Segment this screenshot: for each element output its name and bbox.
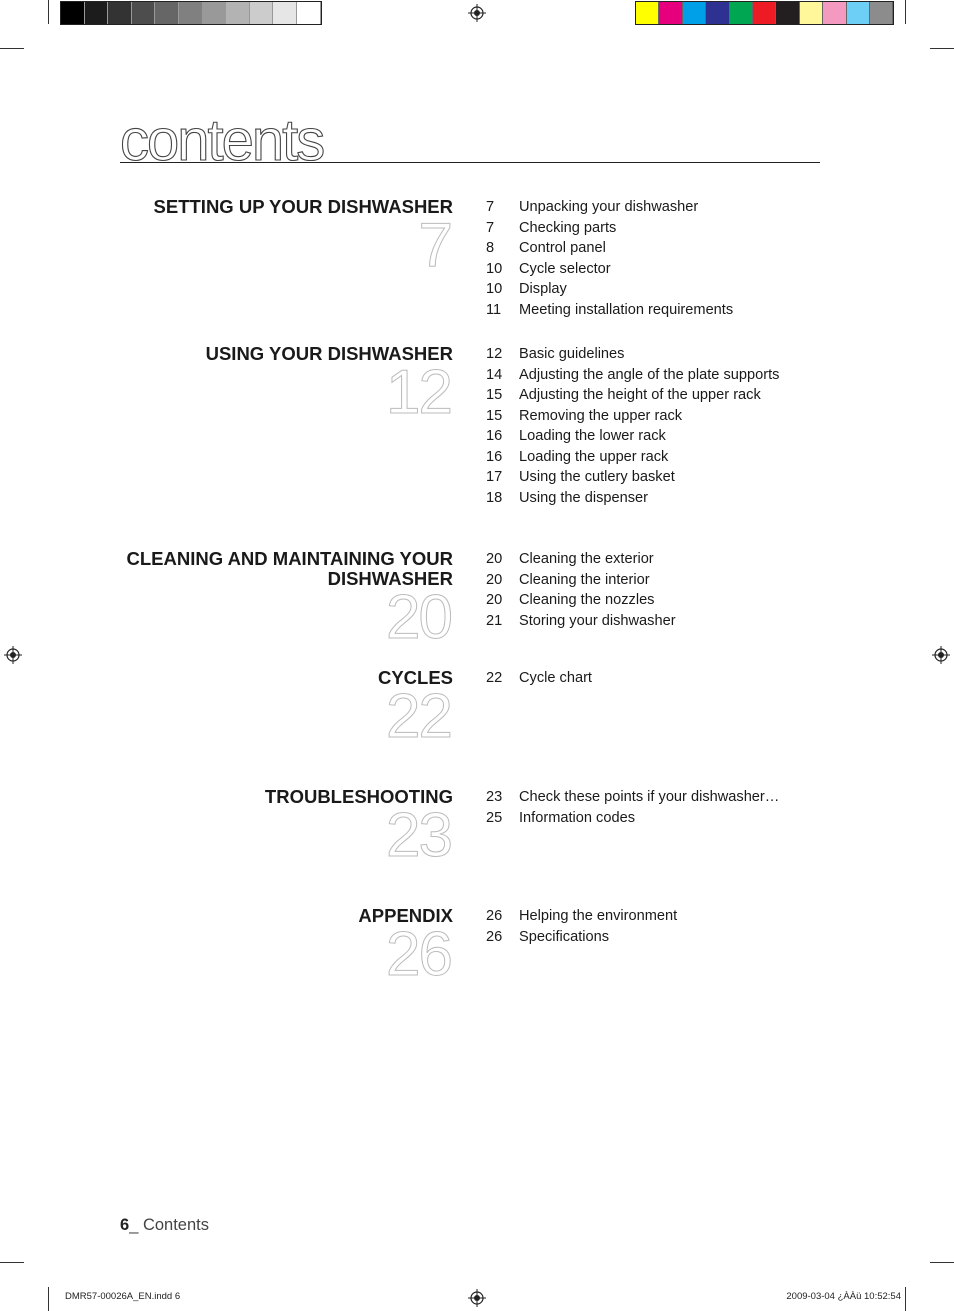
section-heading (80, 548, 453, 652)
section-title: APPENDIX (358, 905, 453, 926)
section-heading (80, 905, 453, 989)
crop-mark-top-left-vertical (48, 0, 49, 24)
gray-swatch (155, 2, 179, 24)
process-color-bar (635, 1, 894, 25)
color-swatch (706, 2, 729, 24)
gray-swatch (132, 2, 156, 24)
crop-mark-bottom-right-horizontal (930, 1262, 954, 1263)
toc-entry-page: 26 (486, 908, 503, 924)
toc-entry-title: Storing your dishwasher (519, 612, 676, 629)
toc-entry[interactable] (486, 549, 840, 570)
toc-entry[interactable] (486, 426, 840, 447)
title-rule (120, 100, 820, 173)
toc-entry-title: Cleaning the interior (519, 571, 650, 588)
color-swatch (683, 2, 706, 24)
toc-entry[interactable] (486, 279, 840, 300)
toc-entry-page: 26 (486, 928, 503, 945)
toc-entry-title: Specifications (519, 928, 610, 945)
toc-entry-title: Cycle selector (519, 260, 611, 277)
gray-swatch (226, 2, 250, 24)
registration-mark-icon (932, 646, 950, 664)
section-title: CLEANING AND MAINTAINING YOUR DISHWASHER (126, 548, 453, 589)
toc-entry-page: 15 (486, 387, 503, 403)
toc-entry[interactable] (486, 238, 840, 259)
toc-entry-page: 16 (486, 448, 503, 465)
toc-entry-page: 22 (486, 670, 503, 686)
toc-entry-title: Control panel (519, 240, 606, 256)
gray-swatch (108, 2, 132, 24)
toc-entry-title: Using the dispenser (519, 489, 648, 506)
toc-entry-page: 21 (486, 612, 503, 629)
section-items (486, 197, 840, 320)
gray-swatch (203, 2, 227, 24)
print-slug-timestamp: 2009-03-04 ¿ÀÀü 10:52:54 (786, 1291, 901, 1302)
footer-section-name: _ Contents (129, 1216, 209, 1234)
crop-mark-bottom-right-vertical (905, 1287, 906, 1311)
gray-swatch (297, 2, 321, 24)
print-slug-file: DMR57-00026A_EN.indd 6 (65, 1291, 181, 1302)
toc-entry-title: Adjusting the angle of the plate supports (519, 366, 780, 383)
toc-entry-page: 16 (486, 428, 503, 444)
gray-swatch (61, 2, 85, 24)
toc-entry-page: 18 (486, 489, 503, 506)
crop-mark-bottom-left-horizontal (0, 1262, 24, 1263)
toc-entry[interactable] (486, 590, 840, 611)
toc-entry-title: Information codes (519, 809, 636, 826)
section-items (486, 344, 840, 508)
color-swatch (776, 2, 799, 24)
section-title: CYCLES (377, 667, 453, 688)
color-swatch (636, 2, 659, 24)
grayscale-color-bar (60, 1, 322, 25)
toc-entry-page: 11 (486, 301, 502, 318)
toc-entry-page: 14 (486, 366, 503, 383)
section-items (486, 787, 840, 828)
color-swatch (847, 2, 870, 24)
toc-entry[interactable] (486, 218, 840, 239)
toc-entry[interactable] (486, 406, 840, 427)
gray-swatch (273, 2, 297, 24)
toc-entry-title: Loading the lower rack (519, 428, 666, 444)
toc-entry[interactable] (486, 344, 840, 365)
section-heading (80, 667, 453, 751)
section-heading (80, 786, 453, 870)
section-heading (80, 343, 453, 427)
toc-entry[interactable] (486, 447, 840, 468)
gray-swatch (85, 2, 109, 24)
section-page-number: 12 (386, 358, 451, 427)
toc-entry[interactable] (486, 259, 840, 280)
toc-entry[interactable] (486, 808, 840, 829)
section-title: USING YOUR DISHWASHER (205, 343, 453, 364)
toc-entry-title: Cleaning the exterior (519, 551, 654, 567)
crop-mark-top-right-vertical (905, 0, 906, 24)
section-page-number: 23 (386, 801, 451, 870)
toc-entry-page: 17 (486, 469, 503, 485)
registration-mark-icon (4, 646, 22, 664)
section-title: SETTING UP YOUR DISHWASHER (153, 196, 453, 217)
toc-entry-title: Unpacking your dishwasher (519, 199, 699, 215)
toc-entry-title: Check these points if your dishwasher… (519, 789, 780, 805)
toc-entry-page: 10 (486, 281, 503, 297)
section-page-number: 22 (386, 682, 451, 751)
section-items (486, 668, 840, 689)
toc-entry-page: 15 (486, 407, 503, 424)
toc-entry-page: 7 (486, 199, 495, 215)
toc-entry[interactable] (486, 385, 840, 406)
toc-entry-page: 12 (486, 346, 503, 362)
toc-entry[interactable] (486, 300, 840, 321)
toc-entry[interactable] (486, 467, 840, 488)
color-swatch (870, 2, 893, 24)
toc-entry-title: Removing the upper rack (519, 407, 683, 424)
toc-entry-page: 20 (486, 592, 503, 608)
registration-mark-icon (468, 1289, 486, 1307)
gray-swatch (179, 2, 203, 24)
section-title: TROUBLESHOOTING (264, 786, 453, 807)
toc-entry-title: Cleaning the nozzles (519, 592, 655, 608)
footer-page-number: 6 (120, 1216, 130, 1234)
toc-entry[interactable] (486, 570, 840, 591)
crop-mark-top-left-horizontal (0, 48, 24, 49)
toc-entry-title: Using the cutlery basket (519, 469, 675, 485)
crop-mark-bottom-left-vertical (48, 1287, 49, 1311)
toc-entry-title: Loading the upper rack (519, 448, 669, 465)
toc-entry-page: 10 (486, 260, 503, 277)
toc-entry-title: Basic guidelines (519, 346, 625, 362)
toc-entry-title: Helping the environment (519, 908, 678, 924)
toc-entry[interactable] (486, 197, 840, 218)
toc-entry-page: 25 (486, 809, 503, 826)
color-swatch (753, 2, 776, 24)
toc-entry-title: Display (519, 281, 567, 297)
toc-entry[interactable] (486, 906, 840, 927)
toc-entry[interactable] (486, 787, 840, 808)
toc-entry-page: 23 (486, 789, 503, 805)
section-page-number: 20 (386, 583, 451, 652)
section-page-number: 26 (386, 920, 451, 989)
section-items (486, 906, 840, 947)
footer-page-label (120, 1216, 209, 1235)
section-heading (80, 196, 453, 280)
toc-entry-page: 20 (486, 551, 503, 567)
toc-entry-page: 8 (486, 240, 495, 256)
toc-entry[interactable] (486, 927, 840, 948)
toc-entry-title: Cycle chart (519, 670, 592, 686)
registration-mark-icon (468, 4, 486, 22)
color-swatch (730, 2, 753, 24)
toc-entry[interactable] (486, 611, 840, 632)
page-title: contents (120, 108, 324, 173)
toc-entry[interactable] (486, 668, 840, 689)
color-swatch (800, 2, 823, 24)
gray-swatch (250, 2, 274, 24)
toc-entry-title: Adjusting the height of the upper rack (519, 387, 761, 403)
toc-entry-page: 20 (486, 571, 503, 588)
color-swatch (659, 2, 682, 24)
toc-entry[interactable] (486, 365, 840, 386)
toc-entry[interactable] (486, 488, 840, 509)
section-items (486, 549, 840, 631)
section-page-number: 7 (418, 211, 451, 280)
crop-mark-top-right-horizontal (930, 48, 954, 49)
color-swatch (823, 2, 846, 24)
toc-entry-page: 7 (486, 219, 495, 236)
toc-entry-title: Meeting installation requirements (519, 301, 734, 318)
toc-entry-title: Checking parts (519, 219, 617, 236)
